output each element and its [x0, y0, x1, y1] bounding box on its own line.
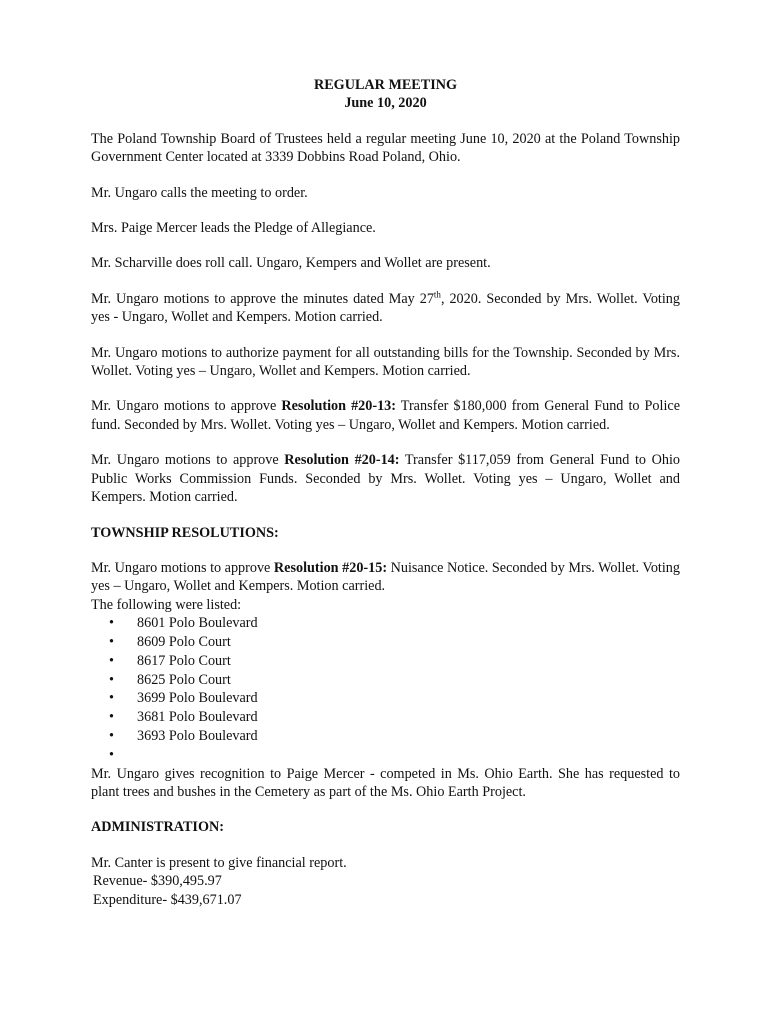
minutes-text-end: , 2020. Seconded by Mrs. Wollet. Voting yes - Ungaro, Wollet and Kempers. Motion carried.	[91, 290, 680, 326]
list-item	[109, 671, 680, 690]
minutes-text-start: Mr. Ungaro motions to approve the minutes dated May 27	[91, 290, 434, 307]
meeting-date: June 10, 2020	[344, 95, 427, 112]
bullet-icon: •	[109, 709, 114, 726]
recognition-paragraph: Mr. Ungaro gives recognition to Paige Mercer - competed in Ms. Ohio Earth. She has requested to plant trees and bushes in the Cemetery as part of the Ms. Ohio Earth Project.	[91, 765, 680, 800]
res15-text-end: Nuisance Notice. Seconded by Mrs. Wollet. Voting yes – Ungaro, Wollet and Kempers. Motion carried.	[91, 559, 680, 595]
bullet-icon: •	[109, 746, 114, 763]
bullet-icon: •	[109, 690, 114, 707]
resolution-20-15-paragraph	[91, 559, 680, 596]
document-page	[91, 76, 680, 909]
minutes-motion-paragraph	[91, 290, 680, 327]
list-item	[109, 614, 680, 633]
res14-text-start: Mr. Ungaro motions to approve	[91, 452, 285, 469]
list-item	[109, 652, 680, 671]
res13-resolution-number: Resolution #20-13:	[281, 398, 396, 415]
address-text: 8601 Polo Boulevard	[137, 615, 258, 632]
res13-text-end: Transfer $180,000 from General Fund to Police fund. Seconded by Mrs. Wollet. Voting yes – Ungaro, Wollet and Kempers. Motion carried.	[91, 398, 681, 433]
bullet-icon: •	[109, 671, 114, 688]
financial-report-line: Mr. Canter is present to give financial report.	[91, 854, 347, 871]
res13-text-start: Mr. Ungaro motions to approve	[91, 398, 282, 415]
bullet-icon: •	[109, 727, 114, 744]
address-text: 8625 Polo Court	[137, 671, 231, 688]
pledge-paragraph: Mrs. Paige Mercer leads the Pledge of Allegiance.	[91, 220, 376, 237]
resolution-20-13-paragraph	[91, 397, 680, 434]
address-text: 8609 Polo Court	[137, 633, 231, 650]
township-resolutions-heading: TOWNSHIP RESOLUTIONS:	[91, 524, 279, 541]
roll-call-paragraph: Mr. Scharville does roll call. Ungaro, Kempers and Wollet are present.	[91, 255, 491, 272]
expenditure-line: Expenditure- $439,671.07	[93, 891, 242, 908]
list-item	[109, 746, 680, 765]
resolution-20-14-paragraph	[91, 451, 680, 506]
administration-heading: ADMINISTRATION:	[91, 819, 224, 836]
list-item	[109, 689, 680, 708]
address-list-intro: The following were listed:	[91, 596, 242, 613]
bullet-icon: •	[109, 615, 114, 632]
list-item	[109, 727, 680, 746]
document-title: REGULAR MEETING	[313, 77, 458, 93]
address-text: 3681 Polo Boulevard	[137, 709, 258, 726]
intro-paragraph: The Poland Township Board of Trustees held a regular meeting June 10, 2020 at the Poland Township Government Center located at 3339 Dobbins Road Poland, Ohio.	[91, 130, 680, 166]
list-item	[109, 633, 680, 652]
bills-motion-paragraph: Mr. Ungaro motions to authorize payment for all outstanding bills for the Township. Seconded by Mrs. Wollet. Voting yes – Ungaro, Wollet and Kempers. Motion carried.	[91, 344, 680, 380]
address-text: 8617 Polo Court	[137, 652, 231, 669]
res15-text-start: Mr. Ungaro motions to approve	[91, 559, 274, 576]
address-list	[91, 614, 680, 764]
res14-resolution-number: Resolution #20-14:	[284, 452, 400, 469]
bullet-icon: •	[109, 652, 114, 669]
bullet-icon: •	[109, 633, 114, 650]
revenue-line: Revenue- $390,495.97	[93, 873, 222, 890]
address-text: 3693 Polo Boulevard	[137, 727, 258, 744]
call-to-order-paragraph: Mr. Ungaro calls the meeting to order.	[91, 184, 308, 201]
list-item	[109, 708, 680, 727]
address-text: 3699 Polo Boulevard	[137, 690, 258, 707]
res15-resolution-number: Resolution #20-15:	[273, 559, 388, 576]
res14-text-end: Transfer $117,059 from General Fund to Ohio Public Works Commission Funds. Seconded by Mrs. Wollet. Voting yes – Ungaro, Wollet and Kempers. Motion carried.	[91, 452, 680, 506]
minutes-superscript: th	[433, 289, 441, 300]
